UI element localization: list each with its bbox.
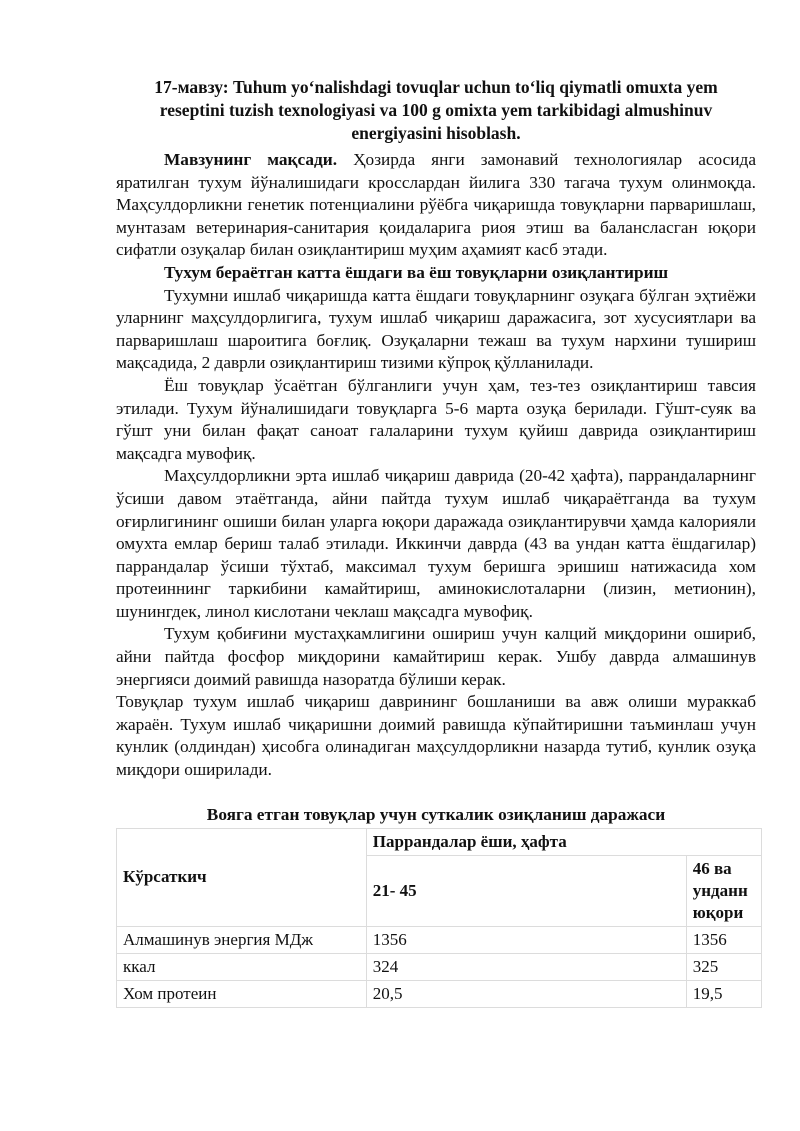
row-value: 1356 [686, 926, 761, 953]
goal-label: Мавзунинг мақсади. [164, 150, 338, 169]
row-label: Алмашинув энергия МДж [117, 926, 367, 953]
age-column-header: 21- 45 [366, 855, 686, 926]
indicator-header: Кўрсаткич [117, 828, 367, 926]
feeding-table [116, 828, 762, 1008]
body-paragraph: Маҳсулдорликни эрта ишлаб чиқариш даврида (20-42 ҳафта), паррандаларнинг ўсиши давом этаётганда, айни пайтда тухум ишлаб чиқараётганда ва тухум оғирлигининг ошиши билан уларга юқори даражада озиқлантирувчи ҳамда калорияли омухта емлар бериш талаб этилади. Иккинчи даврда (43 ва ундан катта ёшдагилар) паррандалар ўсиши тўхтаб, максимал тухум беришга эришиш натижасида хом протеиннинг таркибини камайтириш, аминокислоталарни (лизин, метионин), шунингдек, линол кислотани чеклаш мақсадга мувофиқ. [116, 466, 756, 621]
goal-text: Ҳозирда янги замонавий технологиялар асосида яратилган тухум йўналишидаги кросслардан йилига 330 тагача тухум олинмоқда. Маҳсулдорликни генетик потенциалини рўёбга чиқаришда товуқларни парваришлаш, мунтазам ветеринария-санитария қоидаларига риоя этиш ва балансласган юқори сифатли озуқалар билан озиқлантириш муҳим аҳамият касб этади. [116, 150, 756, 260]
row-value: 1356 [366, 926, 686, 953]
section-subheading: Тухум бераётган катта ёшдаги ва ёш товуқларни озиқлантириш [164, 262, 669, 282]
row-value: 325 [686, 953, 761, 980]
row-value: 20,5 [366, 980, 686, 1007]
body-paragraph: Ёш товуқлар ўсаётган бўлганлиги учун ҳам, тез-тез озиқлантириш тавсия этилади. Тухум йўналишидаги товуқларга 5-6 марта озуқа берилади. Гўшт-суяк ва гўшт уни билан фақат саноат галаларини тухум қуйиш даврида озиқлантириш мақсадга мувофиқ. [116, 375, 756, 463]
age-column-header: 46 ва унданн юқори [686, 855, 761, 926]
body-paragraph-last: Товуқлар тухум ишлаб чиқариш даврининг бошланиши ва авж олиши мураккаб жараён. Тухум ишлаб чиқаришни доимий равишда кўпайтиришни таъминлаш учун кунлик (олдиндан) ҳисобга олинадиган маҳсулдорликни назарда тутиб, кунлик озуқа миқдори оширилади. [116, 692, 756, 780]
table-title: Вояга етган товуқлар учун суткалик озиқланиш даражаси [206, 804, 666, 824]
page-title: 17-мавзу: Tuhum yoʻnalishdagi tovuqlar uchun toʻliq qiymatli omuxta yem reseptini tuzish texnologiyasi va 100 g omixta yem tarkibidagi almushinuv energiyasini hisoblash. [154, 77, 718, 143]
table-row [117, 926, 762, 953]
age-group-header: Паррандалар ёши, ҳафта [366, 828, 761, 855]
goal-paragraph [116, 149, 756, 262]
row-value: 324 [366, 953, 686, 980]
table-row [117, 953, 762, 980]
table-row [117, 980, 762, 1007]
body-paragraph: Тухумни ишлаб чиқаришда катта ёшдаги товуқларнинг озуқага бўлган эҳтиёжи уларнинг маҳсулдорлигига, тухум ишлаб чиқариш даражасига, зот хусусиятлари ва парваришлаш шароитига боғлиқ. Озуқаларни тежаш ва тухум нархини тушириш мақсадида, 2 даврли озиқлантириш тизими кўпроқ қўлланилади. [116, 285, 756, 373]
row-label: Хом протеин [117, 980, 367, 1007]
row-value: 19,5 [686, 980, 761, 1007]
row-label: ккал [117, 953, 367, 980]
table-header-row [117, 828, 762, 855]
body-paragraph: Тухум қобиғини мустаҳкамлигини ошириш учун калций миқдорини ошириб, айни пайтда фосфор миқдорини камайтириш керак. Ушбу даврда алмашинув энергияси доимий равишда назоратда бўлиши керак. [116, 624, 756, 689]
